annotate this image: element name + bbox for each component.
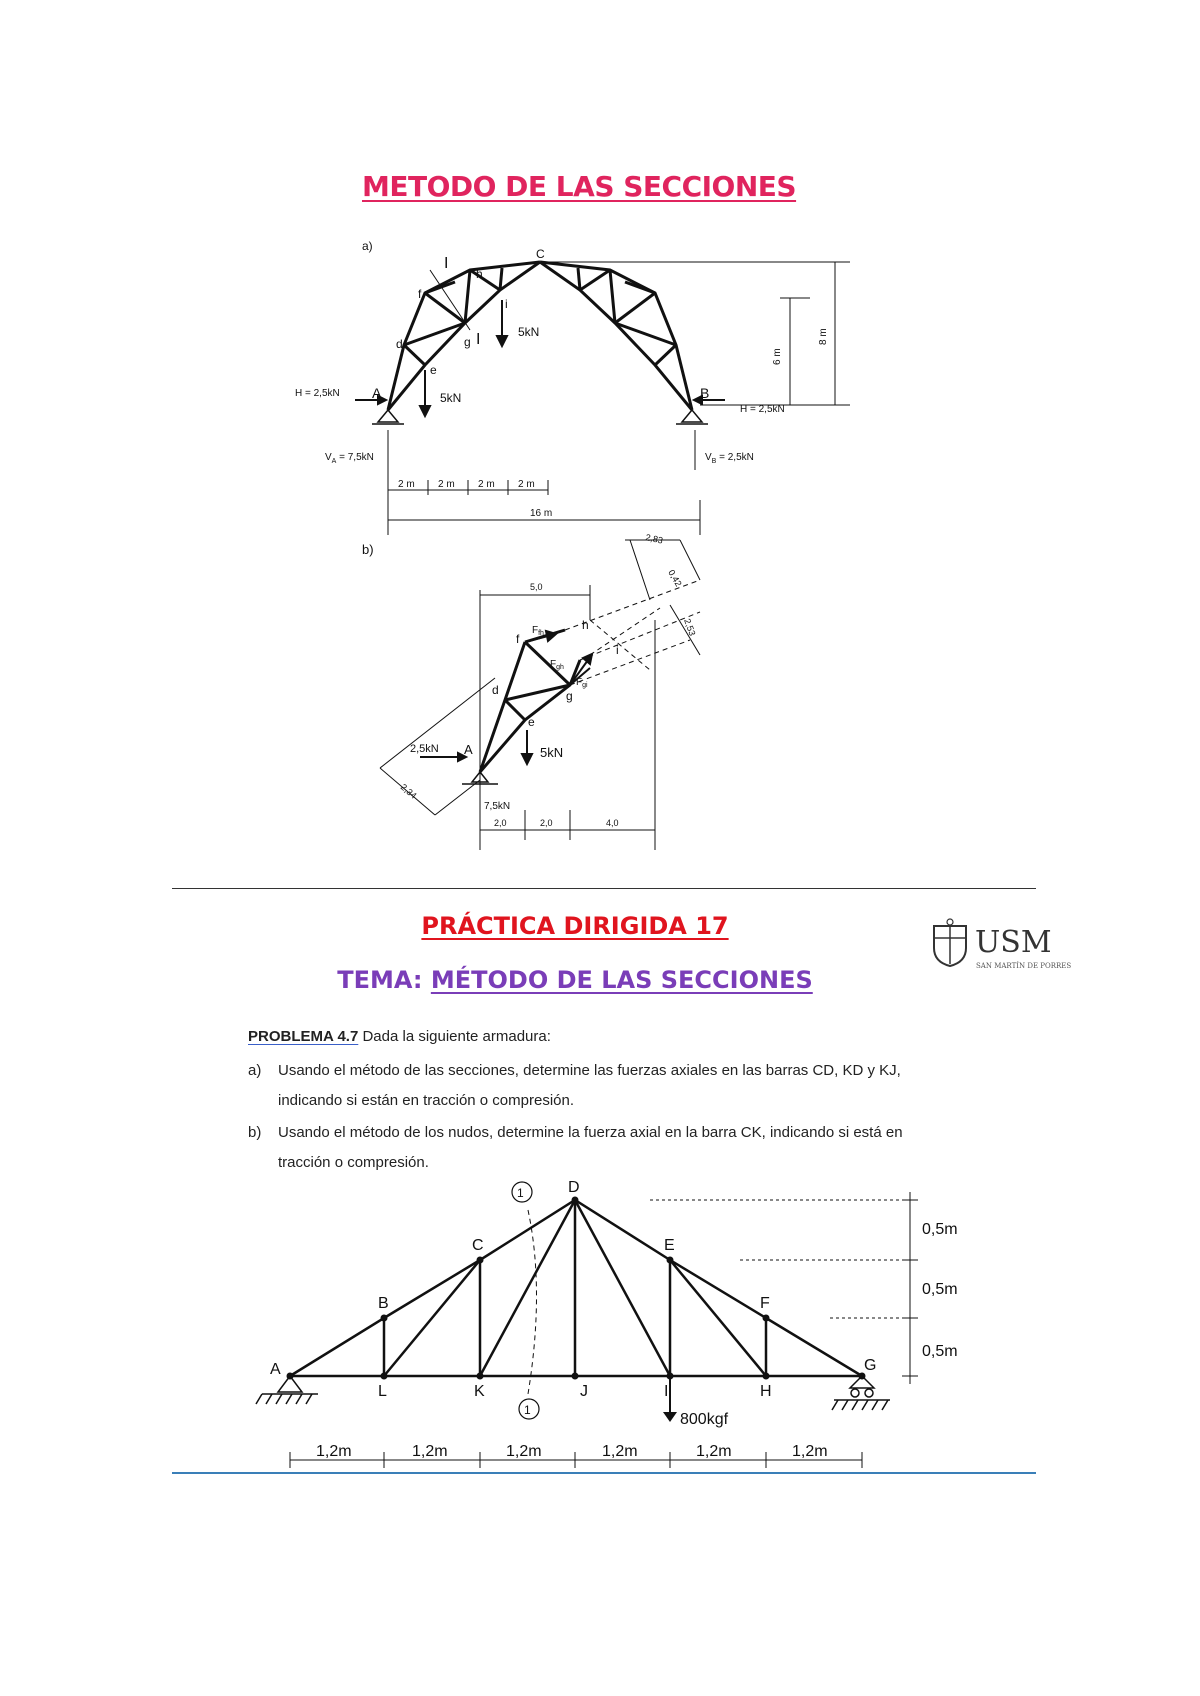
b-node-e: e xyxy=(528,715,535,729)
item-a-tag: a) xyxy=(248,1062,262,1079)
load-5kn-top: 5kN xyxy=(518,325,540,339)
node-b: B xyxy=(700,385,710,401)
footer-divider xyxy=(172,1472,1036,1474)
dim-16m: 16 m xyxy=(530,508,553,519)
b-dim-2: 2,0 xyxy=(540,818,553,828)
node-d: d xyxy=(396,337,403,351)
truss-node-k: K xyxy=(474,1383,485,1400)
university-shield-icon xyxy=(930,918,970,968)
truss-node-g: G xyxy=(864,1357,877,1374)
support-b xyxy=(682,410,702,422)
fig-a-tag: a) xyxy=(362,239,373,253)
truss-node-d: D xyxy=(568,1179,580,1196)
section-label-top: 1 xyxy=(517,1186,524,1200)
fig-b-tag: b) xyxy=(362,542,374,557)
section-cut-line xyxy=(528,1210,537,1394)
node-e: e xyxy=(430,363,437,377)
dim-2-34: 2,34 xyxy=(398,781,419,801)
truss-node-j: J xyxy=(580,1383,588,1400)
truss-node-i: I xyxy=(664,1383,669,1400)
section-mark-bottom: I xyxy=(476,331,481,348)
right-top-chord xyxy=(540,262,692,410)
truss-node-a: A xyxy=(270,1361,281,1378)
section-divider xyxy=(172,888,1036,889)
b-dim-1: 2,0 xyxy=(494,818,507,828)
truss-node-l: L xyxy=(378,1383,387,1400)
truss-node-e: E xyxy=(664,1237,675,1254)
b-left-chord xyxy=(480,642,525,772)
truss-node-b: B xyxy=(378,1295,389,1312)
dim-5-0: 5,0 xyxy=(530,582,543,592)
span-1: 1,2m xyxy=(316,1443,352,1460)
node-c: C xyxy=(536,247,545,261)
height-2: 0,5m xyxy=(922,1281,958,1298)
load-5kn-bottom: 5kN xyxy=(440,391,462,405)
item-a-line2: indicando si están en tracción o compresión. xyxy=(278,1092,575,1109)
node-i: i xyxy=(505,297,508,311)
b-node-g: g xyxy=(566,689,573,703)
b-node-f: f xyxy=(516,632,520,646)
height-1: 0,5m xyxy=(922,1221,958,1238)
b-h-load: 2,5kN xyxy=(410,743,439,755)
right-bottom-chord xyxy=(540,262,692,410)
dim-2m-3: 2 m xyxy=(478,479,495,490)
dim-8m: 8 m xyxy=(818,328,829,345)
item-a-line1: Usando el método de las secciones, determine las fuerzas axiales en las barras CD, KD y KJ, xyxy=(278,1062,901,1079)
vb-label: $V_B = 2,5kN$ xyxy=(705,452,754,465)
truss-node-f: F xyxy=(760,1295,770,1312)
dim-6m: 6 m xyxy=(772,348,783,365)
figure-a-truss-diagram xyxy=(0,0,1200,540)
node-g: g xyxy=(464,335,471,349)
dim-2m-1: 2 m xyxy=(398,479,415,490)
truss-node-c: C xyxy=(472,1237,484,1254)
node-h: h xyxy=(476,267,483,281)
b-reaction: 7,5kN xyxy=(484,801,511,812)
h-left: H = 2,5kN xyxy=(295,388,340,399)
dim-2m-2: 2 m xyxy=(438,479,455,490)
support-a xyxy=(378,410,398,422)
force-gi: $F_{gi}$ xyxy=(576,677,588,689)
h-right: H = 2,5kN xyxy=(740,404,785,415)
dim-0-42: 0,42 xyxy=(666,568,684,589)
b-node-a: A xyxy=(464,742,473,757)
b-dim-3: 4,0 xyxy=(606,818,619,828)
span-5: 1,2m xyxy=(696,1443,732,1460)
b-node-i: i xyxy=(616,643,619,657)
logo-text: USM xyxy=(975,925,1052,960)
practice-title: PRÁCTICA DIRIGIDA 17 xyxy=(421,912,729,940)
force-fh: $F_{fh}$ xyxy=(532,625,544,637)
va-label: $V_A = 7,5kN$ xyxy=(325,452,374,465)
load-label: 800kgf xyxy=(680,1411,729,1428)
truss-4-7-diagram xyxy=(0,1170,1200,1490)
height-3: 0,5m xyxy=(922,1343,958,1360)
section-label-bottom: 1 xyxy=(524,1403,531,1417)
tema-title: TEMA: MÉTODO DE LAS SECCIONES xyxy=(337,966,813,994)
b-node-d: d xyxy=(492,683,499,697)
span-2: 1,2m xyxy=(412,1443,448,1460)
logo-subtext: SAN MARTÍN DE PORRES xyxy=(976,962,1072,970)
figure-b-section-diagram xyxy=(0,532,1200,880)
b-v-load: 5kN xyxy=(540,745,564,760)
item-b-line2: tracción o compresión. xyxy=(278,1154,429,1171)
b-node-h: h xyxy=(582,618,589,632)
span-6: 1,2m xyxy=(792,1443,828,1460)
section-mark-top: I xyxy=(444,255,449,272)
problem-heading: PROBLEMA 4.7 Dada la siguiente armadura: xyxy=(248,1028,551,1045)
dim-2-53: 2,53 xyxy=(682,617,698,638)
node-a: A xyxy=(372,385,382,401)
force-gh: $F_{gh}$ xyxy=(550,659,564,671)
span-3: 1,2m xyxy=(506,1443,542,1460)
truss-node-h: H xyxy=(760,1383,772,1400)
item-b-line1: Usando el método de los nudos, determine la fuerza axial en la barra CK, indicando si está en xyxy=(278,1124,903,1141)
item-b-tag: b) xyxy=(248,1124,262,1141)
node-f: f xyxy=(418,287,422,301)
dim-2-83: 2,83 xyxy=(644,532,664,546)
dim-2m-4: 2 m xyxy=(518,479,535,490)
span-4: 1,2m xyxy=(602,1443,638,1460)
page-title: METODO DE LAS SECCIONES xyxy=(362,170,797,203)
